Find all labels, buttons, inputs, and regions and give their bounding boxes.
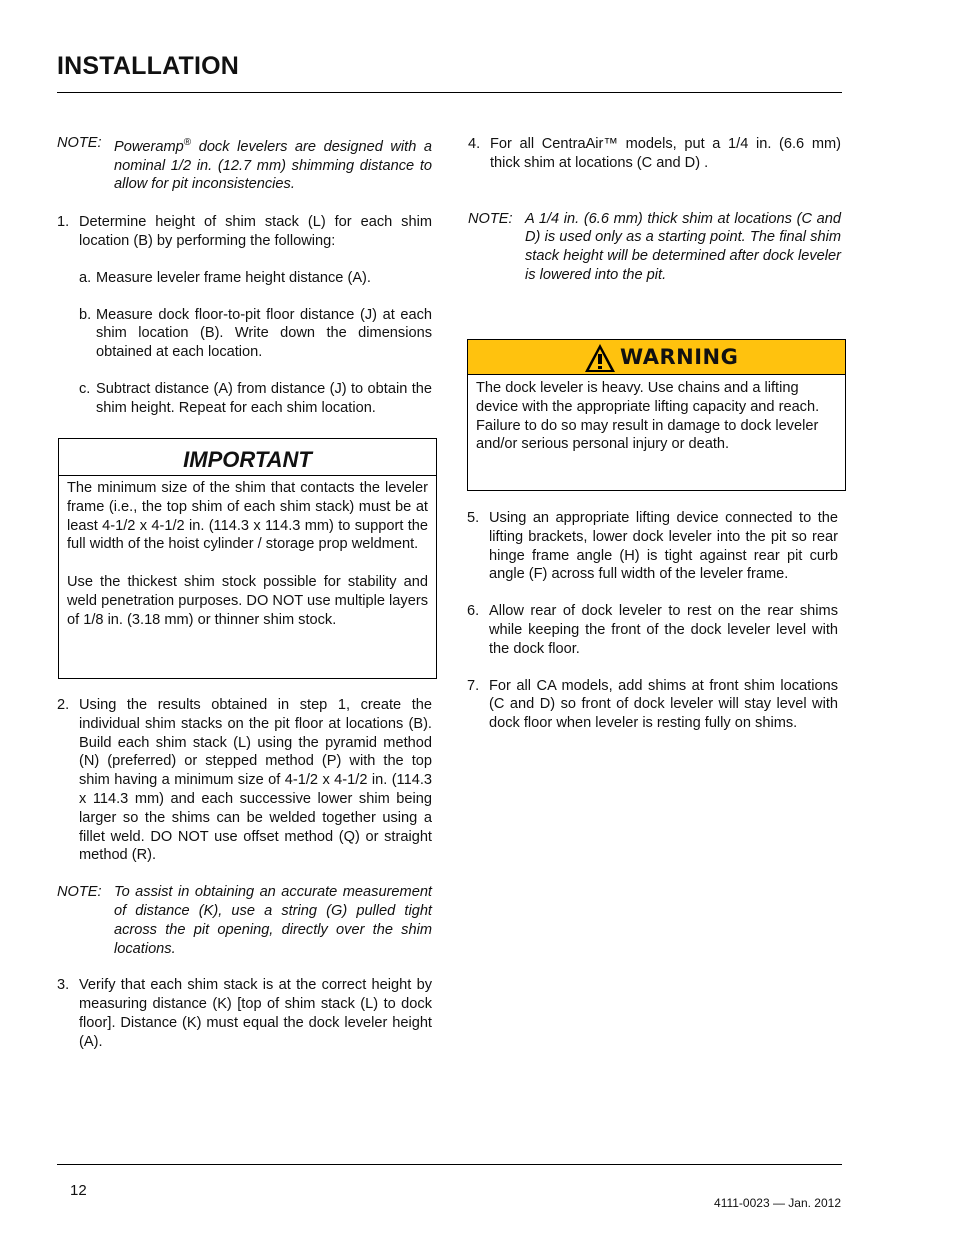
step-7 [467,677,838,733]
note-text [114,134,432,194]
right-column [468,135,841,285]
warning-heading: WARNING [620,345,739,369]
step-number: 7. [467,677,480,694]
note-string [57,883,432,958]
step-number: 6. [467,603,480,620]
substep-text: Subtract distance (A) from distance (J) to obtain the shim height. Repeat for each shim location. [96,381,432,416]
step-number: 3. [57,977,70,994]
step-3 [57,976,432,1051]
important-paragraph-1: The minimum size of the shim that contacts the leveler frame (i.e., the top shim of each shim stack) must be at least 4-1/2 x 4-1/2 in. (114.3 x 114.3 mm) to support the full width of the hoist cylinder / storage prop weldment. [67,480,428,553]
step-1 [57,213,432,251]
substep-letter: a. [79,269,92,286]
registered-mark: ® [183,137,192,148]
header-rule [57,92,842,93]
important-box [58,438,437,679]
warning-box [467,339,846,491]
substep-letter: c. [79,381,91,398]
substep-c [79,380,432,418]
important-paragraph-2: Use the thickest shim stock possible for stability and weld penetration purposes. DO NOT use multiple layers of 1/8 in. (3.18 mm) or thinner shim stock. [67,574,428,628]
note-label: NOTE: [57,884,102,901]
important-heading: IMPORTANT [59,439,436,476]
step-text: For all CA models, add shims at front shim locations (C and D) so front of dock leveler will stay level with dock floor when leveler is resting fully on shims. [489,677,838,732]
left-column [57,134,432,418]
left-column-lower [57,696,432,1052]
step-2 [57,696,432,865]
note-poweramp [57,134,432,194]
document-reference: 4111-0023 — Jan. 2012 [714,1196,841,1210]
note-label: NOTE: [57,135,102,151]
note-body: dock levelers are designed with a nominal 1/2 in. (12.7 mm) shimming distance to allow for pit inconsistencies. [114,138,432,193]
step-text: Determine height of shim stack (L) for each shim location (B) by performing the following: [79,214,432,250]
footer-rule [57,1164,842,1165]
step-text: Using the results obtained in step 1, create the individual shim stacks on the pit floor at locations (B). Build each shim stack (L) using the pyramid method (N) (preferred) or stepped method (P) with the top shim having a minimum size of 4-1/2 x 4-1/2 in. (114.3 x 114.3 mm) and each successive lower shim being larger so the shims can be welded together using a fillet weld. DO NOT use offset method (Q) or straight method (R). [79,697,432,864]
brand-name: Poweramp [114,138,184,155]
substep-a [79,269,432,288]
note-text: A 1/4 in. (6.6 mm) thick shim at locations (C and D) is used only as a starting point. The final shim stack height will be determined after dock leveler is lowered into the pit. [525,210,841,283]
substep-letter: b. [79,306,92,323]
step-6 [467,602,838,658]
substep-b [79,306,432,362]
step-number: 2. [57,697,70,713]
note-text: To assist in obtaining an accurate measurement of distance (K), use a string (G) pulled tight across the pit opening, directly over the shim locations. [114,884,432,957]
step-text: For all CentraAir™ models, put a 1/4 in. (6.6 mm) thick shim at locations (C and D) . [490,136,841,171]
step-text: Using an appropriate lifting device connected to the lifting brackets, lower dock leveler into the pit so rear hinge frame angle (H) is tight against rear pit curb angle (F) across full width of the leveler frame. [489,510,838,583]
step-number: 1. [57,214,70,231]
note-starting-point [468,210,841,285]
page-number: 12 [70,1182,87,1199]
warning-header [468,340,845,375]
substep-text: Measure leveler frame height distance (A). [96,269,371,286]
step-5 [467,509,838,584]
warning-triangle-icon [584,343,616,373]
step-number: 5. [467,510,480,526]
step-text: Verify that each shim stack is at the correct height by measuring distance (K) [top of shim stack (L) to dock floor]. Distance (K) must equal the dock leveler height (A). [79,977,432,1050]
warning-text: The dock leveler is heavy. Use chains and a lifting device with the appropriate lifting capacity and reach. Failure to do so may result in damage to dock leveler and/or serious personal injury or death. [476,380,820,453]
step-number: 4. [468,136,481,152]
step-4 [468,135,841,173]
step-text: Allow rear of dock leveler to rest on the rear shims while keeping the front of the dock leveler level with the dock floor. [489,603,838,657]
right-column-lower [467,509,838,733]
page-title: INSTALLATION [57,52,240,80]
note-label: NOTE: [468,210,513,227]
substep-text: Measure dock floor-to-pit floor distance (J) at each shim location (B). Write down the dimensions obtained at each location. [96,306,432,361]
